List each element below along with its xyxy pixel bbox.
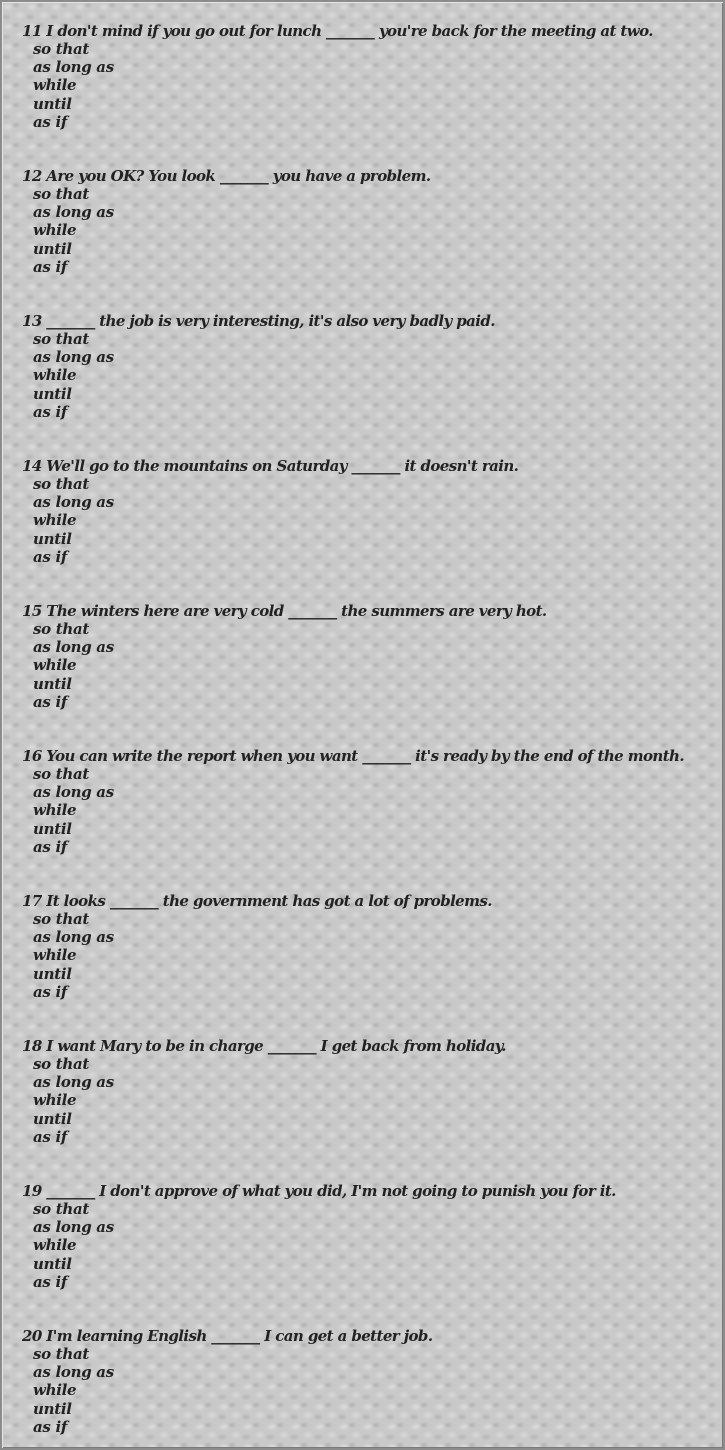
option-while[interactable]: while [33,946,77,965]
option-list [22,620,717,711]
question-20 [22,1327,717,1436]
option-until[interactable]: until [33,529,72,548]
option-until[interactable]: until [33,1109,72,1128]
option-so-that[interactable]: so that [33,1200,90,1218]
option-list [22,475,717,566]
question-text: 12 Are you OK? You look _______ you have a problem. [22,167,431,185]
question-11 [22,22,717,131]
option-until[interactable]: until [33,964,72,983]
option-while[interactable]: while [33,1091,77,1110]
option-as-long-as[interactable]: as long as [33,1073,114,1092]
option-as-long-as[interactable]: as long as [33,1218,114,1237]
option-until[interactable]: until [33,674,72,693]
option-while[interactable]: while [33,801,77,820]
question-text: 15 The winters here are very cold _______ the summers are very hot. [22,602,547,620]
question-15 [22,602,717,711]
option-until[interactable]: until [33,384,72,403]
option-while[interactable]: while [33,1236,77,1255]
option-until[interactable]: until [33,94,72,113]
option-while[interactable]: while [33,76,77,95]
question-12 [22,167,717,276]
option-as-if[interactable]: as if [33,547,68,566]
question-18 [22,1037,717,1146]
question-text: 11 I don't mind if you go out for lunch _______ you're back for the meeting at two. [22,22,653,40]
question-text: 17 It looks _______ the government has got a lot of problems. [22,892,492,910]
option-as-long-as[interactable]: as long as [33,58,114,77]
option-while[interactable]: while [33,1381,77,1400]
option-until[interactable]: until [33,1254,72,1273]
question-14 [22,457,717,566]
question-text: 20 I'm learning English _______ I can get a better job. [22,1327,433,1345]
question-13 [22,312,717,421]
question-text: 13 _______ the job is very interesting, it's also very badly paid. [22,312,495,330]
option-list [22,1200,717,1291]
option-while[interactable]: while [33,221,77,240]
option-while[interactable]: while [33,511,77,530]
option-list [22,1345,717,1436]
option-as-long-as[interactable]: as long as [33,638,114,657]
option-as-if[interactable]: as if [33,692,68,711]
option-as-if[interactable]: as if [33,982,68,1001]
option-as-long-as[interactable]: as long as [33,1363,114,1382]
question-19 [22,1182,717,1291]
option-as-if[interactable]: as if [33,1417,68,1436]
option-list [22,765,717,856]
option-as-if[interactable]: as if [33,837,68,856]
option-until[interactable]: until [33,239,72,258]
option-as-if[interactable]: as if [33,1127,68,1146]
option-as-long-as[interactable]: as long as [33,348,114,367]
option-as-long-as[interactable]: as long as [33,203,114,222]
option-so-that[interactable]: so that [33,765,90,783]
option-so-that[interactable]: so that [33,1345,90,1363]
option-list [22,185,717,276]
question-text: 14 We'll go to the mountains on Saturday _______ it doesn't rain. [22,457,519,475]
option-as-if[interactable]: as if [33,257,68,276]
option-until[interactable]: until [33,819,72,838]
option-while[interactable]: while [33,656,77,675]
option-so-that[interactable]: so that [33,330,90,348]
option-list [22,40,717,131]
question-text: 18 I want Mary to be in charge _______ I get back from holiday. [22,1037,506,1055]
option-so-that[interactable]: so that [33,1055,90,1073]
option-while[interactable]: while [33,366,77,385]
option-as-if[interactable]: as if [33,112,68,131]
option-so-that[interactable]: so that [33,620,90,638]
question-text: 19 _______ I don't approve of what you did, I'm not going to punish you for it. [22,1182,616,1200]
question-17 [22,892,717,1001]
option-as-long-as[interactable]: as long as [33,493,114,512]
option-as-long-as[interactable]: as long as [33,928,114,947]
option-list [22,330,717,421]
option-as-if[interactable]: as if [33,402,68,421]
question-text: 16 You can write the report when you want _______ it's ready by the end of the month. [22,747,684,765]
question-16 [22,747,717,856]
option-list [22,910,717,1001]
option-so-that[interactable]: so that [33,910,90,928]
option-until[interactable]: until [33,1399,72,1418]
option-as-if[interactable]: as if [33,1272,68,1291]
option-so-that[interactable]: so that [33,40,90,58]
option-list [22,1055,717,1146]
option-so-that[interactable]: so that [33,185,90,203]
option-so-that[interactable]: so that [33,475,90,493]
option-as-long-as[interactable]: as long as [33,783,114,802]
